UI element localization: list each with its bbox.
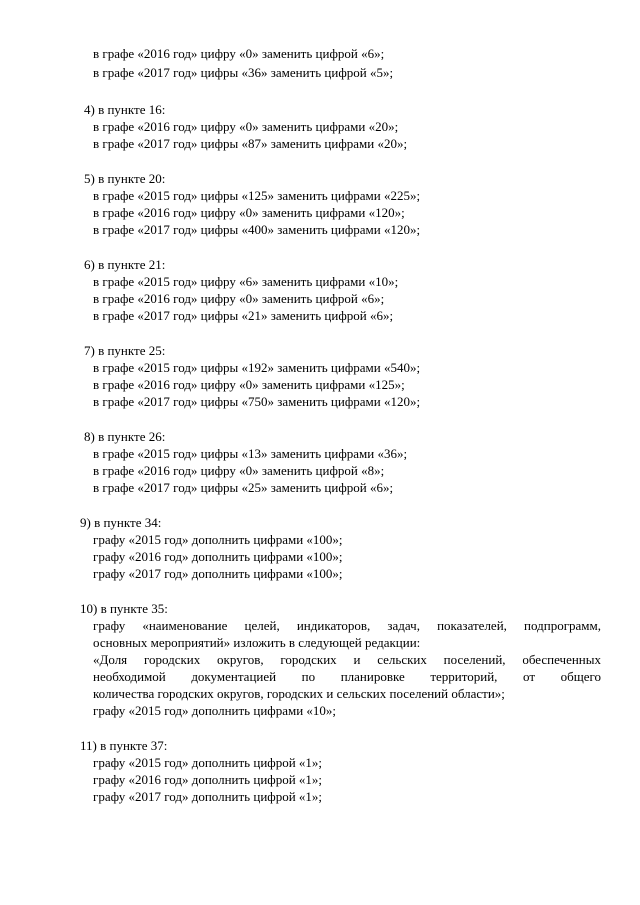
item-10-line-5: количества городских округов, городских и сельских поселений области»; xyxy=(93,686,505,701)
intro-line-1: в графе «2016 год» цифру «0» заменить цифрой «6»; xyxy=(93,46,385,61)
item-9-line-3: графу «2017 год» дополнить цифрами «100»; xyxy=(93,566,343,581)
item-6-line-1: в графе «2015 год» цифру «6» заменить цифрами «10»; xyxy=(93,274,399,289)
item-11-line-1: графу «2015 год» дополнить цифрой «1»; xyxy=(93,755,323,770)
item-4-line-1: в графе «2016 год» цифру «0» заменить цифрами «20»; xyxy=(93,119,399,134)
item-8-line-2: в графе «2016 год» цифру «0» заменить цифрой «8»; xyxy=(93,463,385,478)
item-10-line-1: графу «наименование целей, индикаторов, задач, показателей, подпрограмм, xyxy=(93,618,601,633)
item-4-line-2: в графе «2017 год» цифры «87» заменить цифрами «20»; xyxy=(93,136,408,151)
item-9-heading: 9) в пункте 34: xyxy=(80,515,162,530)
item-6-heading: 6) в пункте 21: xyxy=(84,257,166,272)
item-11-line-3: графу «2017 год» дополнить цифрой «1»; xyxy=(93,789,323,804)
item-8-line-3: в графе «2017 год» цифры «25» заменить цифрой «6»; xyxy=(93,480,394,495)
item-11-heading: 11) в пункте 37: xyxy=(80,738,168,753)
item-9-line-1: графу «2015 год» дополнить цифрами «100»; xyxy=(93,532,343,547)
item-7-line-2: в графе «2016 год» цифру «0» заменить цифрами «125»; xyxy=(93,377,405,392)
item-5-line-2: в графе «2016 год» цифру «0» заменить цифрами «120»; xyxy=(93,205,405,220)
item-4-heading: 4) в пункте 16: xyxy=(84,102,166,117)
item-8-line-1: в графе «2015 год» цифры «13» заменить цифрами «36»; xyxy=(93,446,408,461)
item-10-heading: 10) в пункте 35: xyxy=(80,601,168,616)
item-9-line-2: графу «2016 год» дополнить цифрами «100»; xyxy=(93,549,343,564)
item-6-line-2: в графе «2016 год» цифру «0» заменить цифрой «6»; xyxy=(93,291,385,306)
item-7-heading: 7) в пункте 25: xyxy=(84,343,166,358)
item-7-line-3: в графе «2017 год» цифры «750» заменить цифрами «120»; xyxy=(93,394,421,409)
item-6-line-3: в графе «2017 год» цифры «21» заменить цифрой «6»; xyxy=(93,308,394,323)
item-10-line-4: необходимой документацией по планировке территорий, от общего xyxy=(93,669,601,684)
item-11-line-2: графу «2016 год» дополнить цифрой «1»; xyxy=(93,772,323,787)
item-10-line-2: основных мероприятий» изложить в следующей редакции: xyxy=(93,635,421,650)
item-10-line-6: графу «2015 год» дополнить цифрами «10»; xyxy=(93,703,337,718)
item-8-heading: 8) в пункте 26: xyxy=(84,429,166,444)
item-7-line-1: в графе «2015 год» цифры «192» заменить цифрами «540»; xyxy=(93,360,421,375)
item-5-line-3: в графе «2017 год» цифры «400» заменить цифрами «120»; xyxy=(93,222,421,237)
intro-line-2: в графе «2017 год» цифры «36» заменить цифрой «5»; xyxy=(93,65,394,80)
item-5-heading: 5) в пункте 20: xyxy=(84,171,166,186)
item-10-line-3: «Доля городских округов, городских и сельских поселений, обеспеченных xyxy=(93,652,601,667)
item-5-line-1: в графе «2015 год» цифры «125» заменить цифрами «225»; xyxy=(93,188,421,203)
